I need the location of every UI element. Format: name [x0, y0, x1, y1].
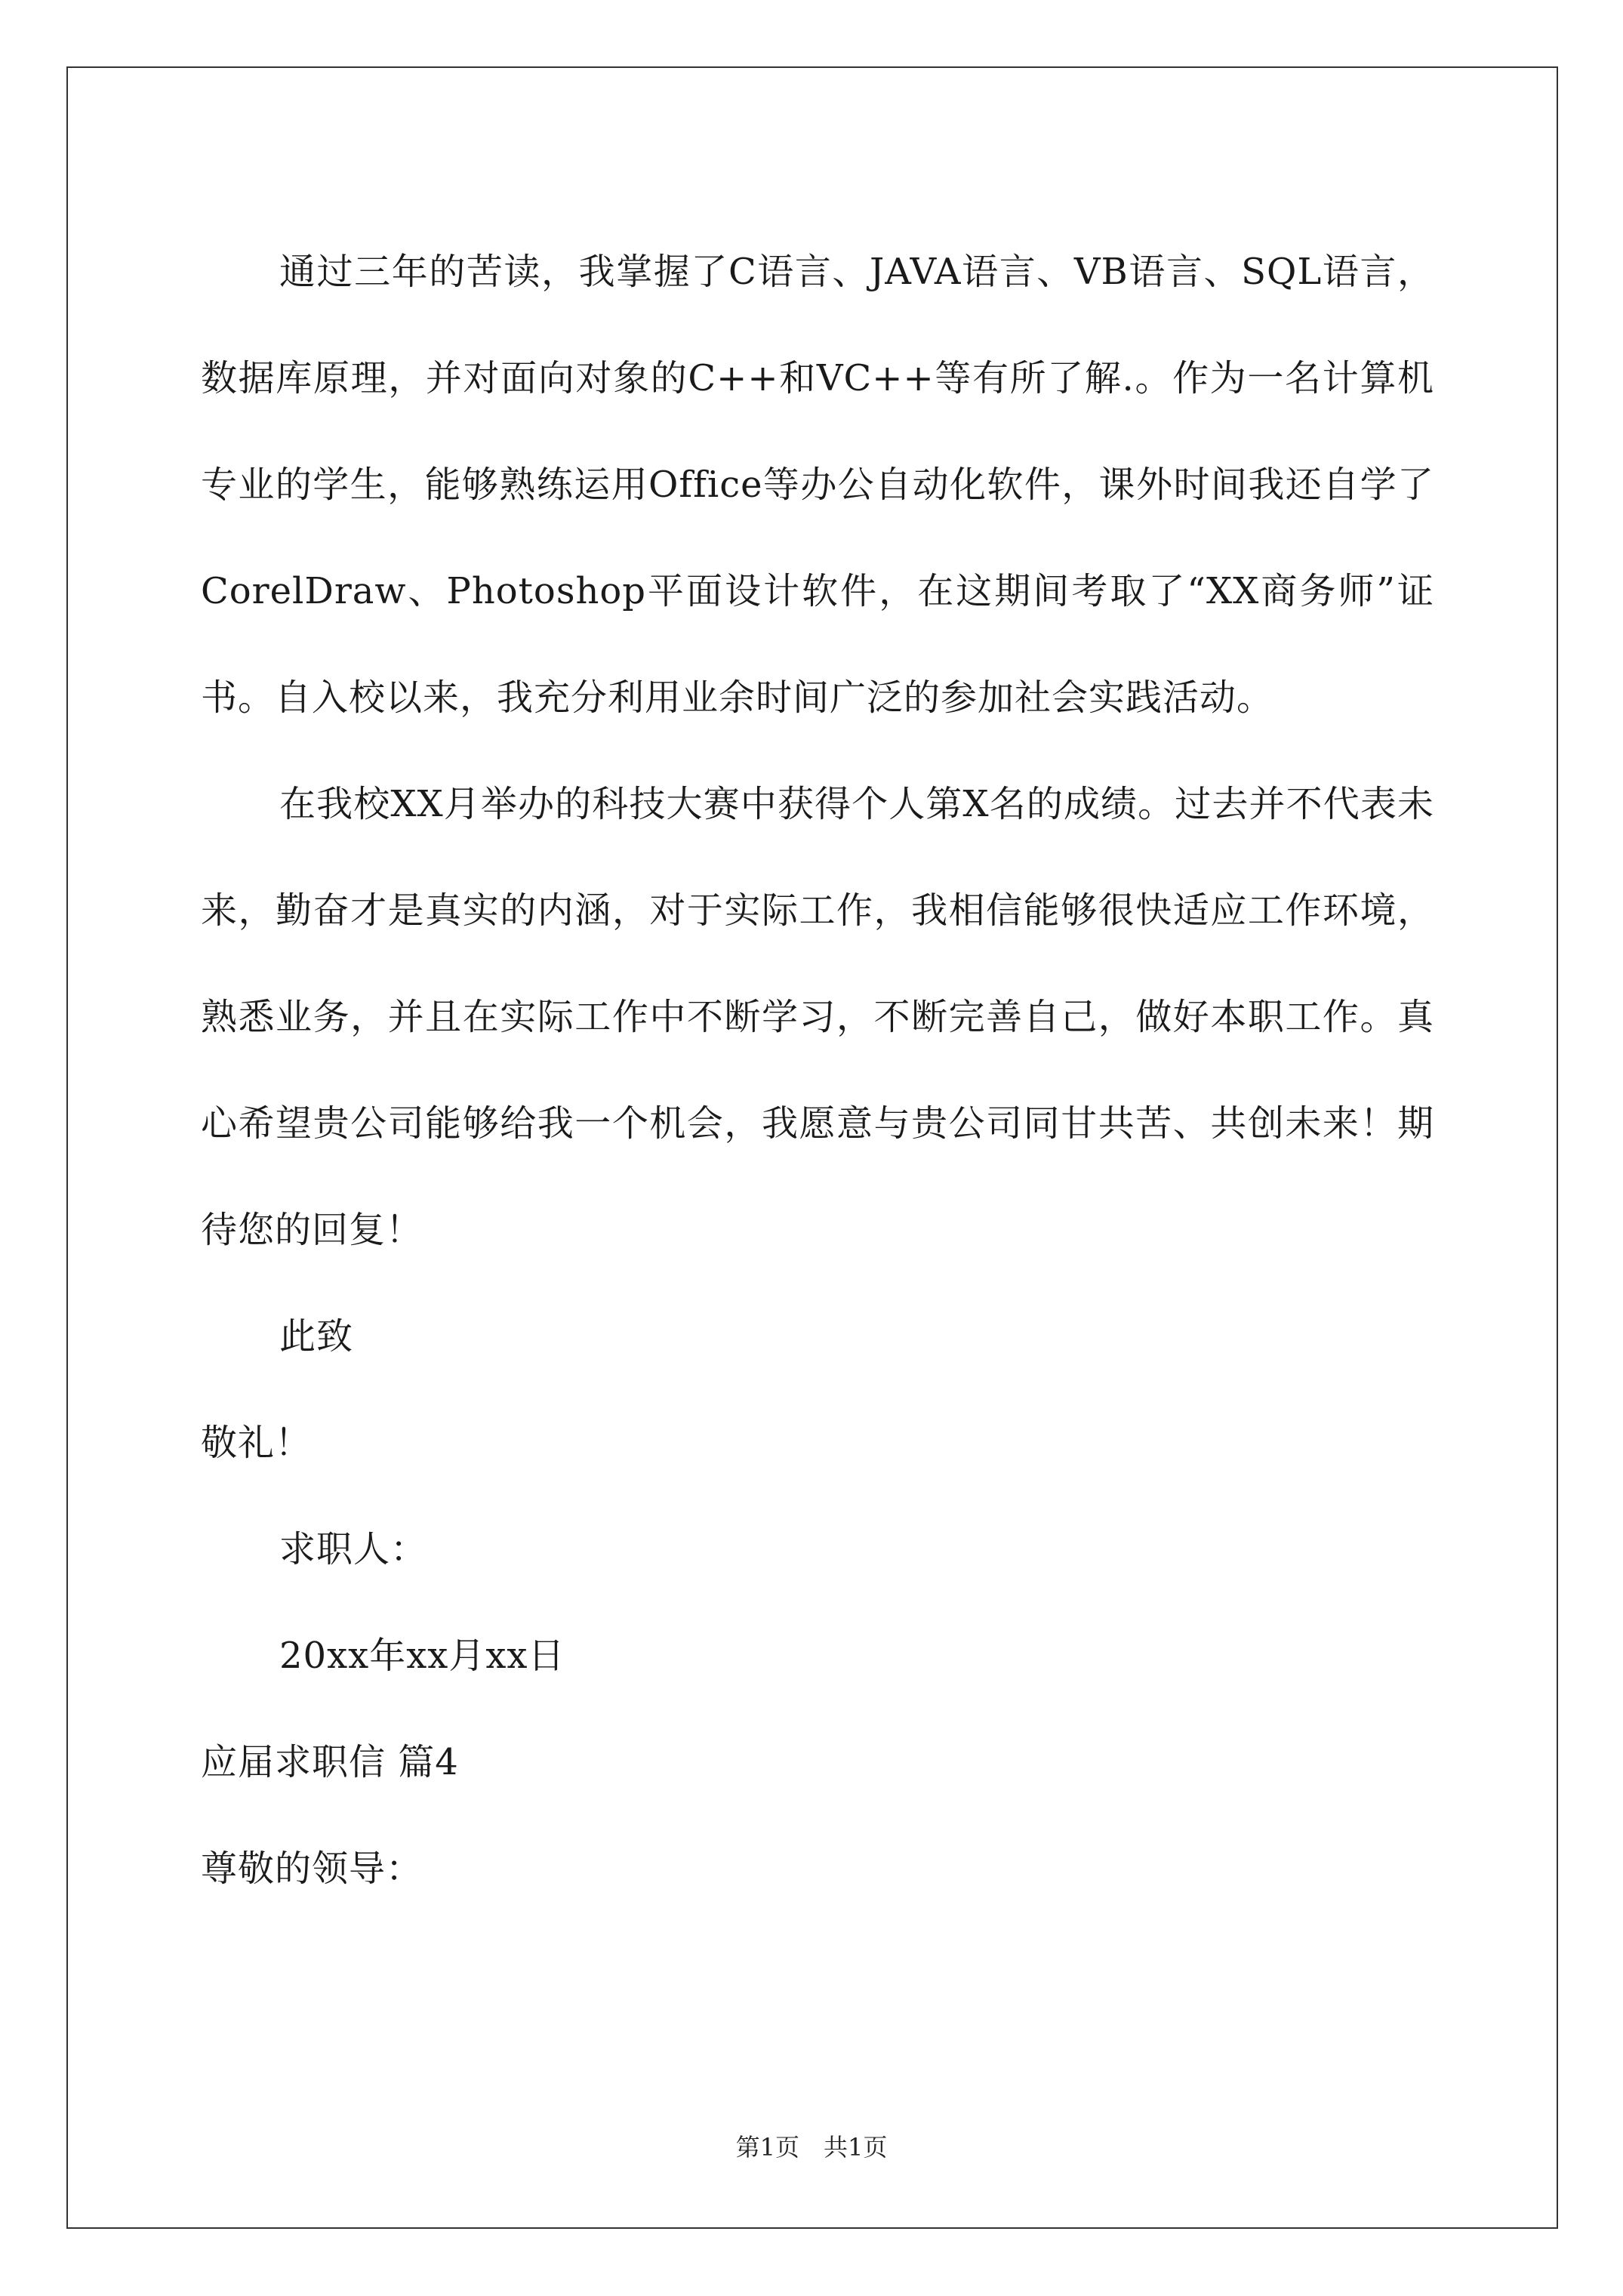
document-body: [201, 219, 1434, 1922]
page-footer: 第1页 共1页: [735, 2133, 888, 2162]
paragraph-competition: 在我校XX月举办的科技大赛中获得个人第X名的成绩。过去并不代表未来，勤奋才是真实的内涵，对于实际工作，我相信能够很快适应工作环境，熟悉业务，并且在实际工作中不断学习，不断完善自己，做好本职工作。真心希望贵公司能够给我一个机会，我愿意与贵公司同甘共苦、共创未来！期待您的回复！: [201, 783, 1434, 1251]
paragraph-skills: 通过三年的苦读，我掌握了C语言、JAVA语言、VB语言、SQL语言，数据库原理，并对面向对象的C++和VC++等有所了解.。作为一名计算机专业的学生，能够熟练运用Office等办公自动化软件，课外时间我还自学了CorelDraw、Photoshop平面设计软件，在这期间考取了“XX商务师”证书。自入校以来，我充分利用业余时间广泛的参加社会实践活动。: [201, 251, 1434, 719]
applicant-label: 求职人：: [279, 1528, 428, 1570]
salute-text: 敬礼！: [201, 1422, 313, 1464]
section-heading: 应届求职信 篇4: [201, 1741, 459, 1783]
greeting-text: 尊敬的领导：: [201, 1848, 423, 1890]
closing-text: 此致: [279, 1315, 354, 1358]
date-text: 20xx年xx月xx日: [279, 1635, 565, 1677]
